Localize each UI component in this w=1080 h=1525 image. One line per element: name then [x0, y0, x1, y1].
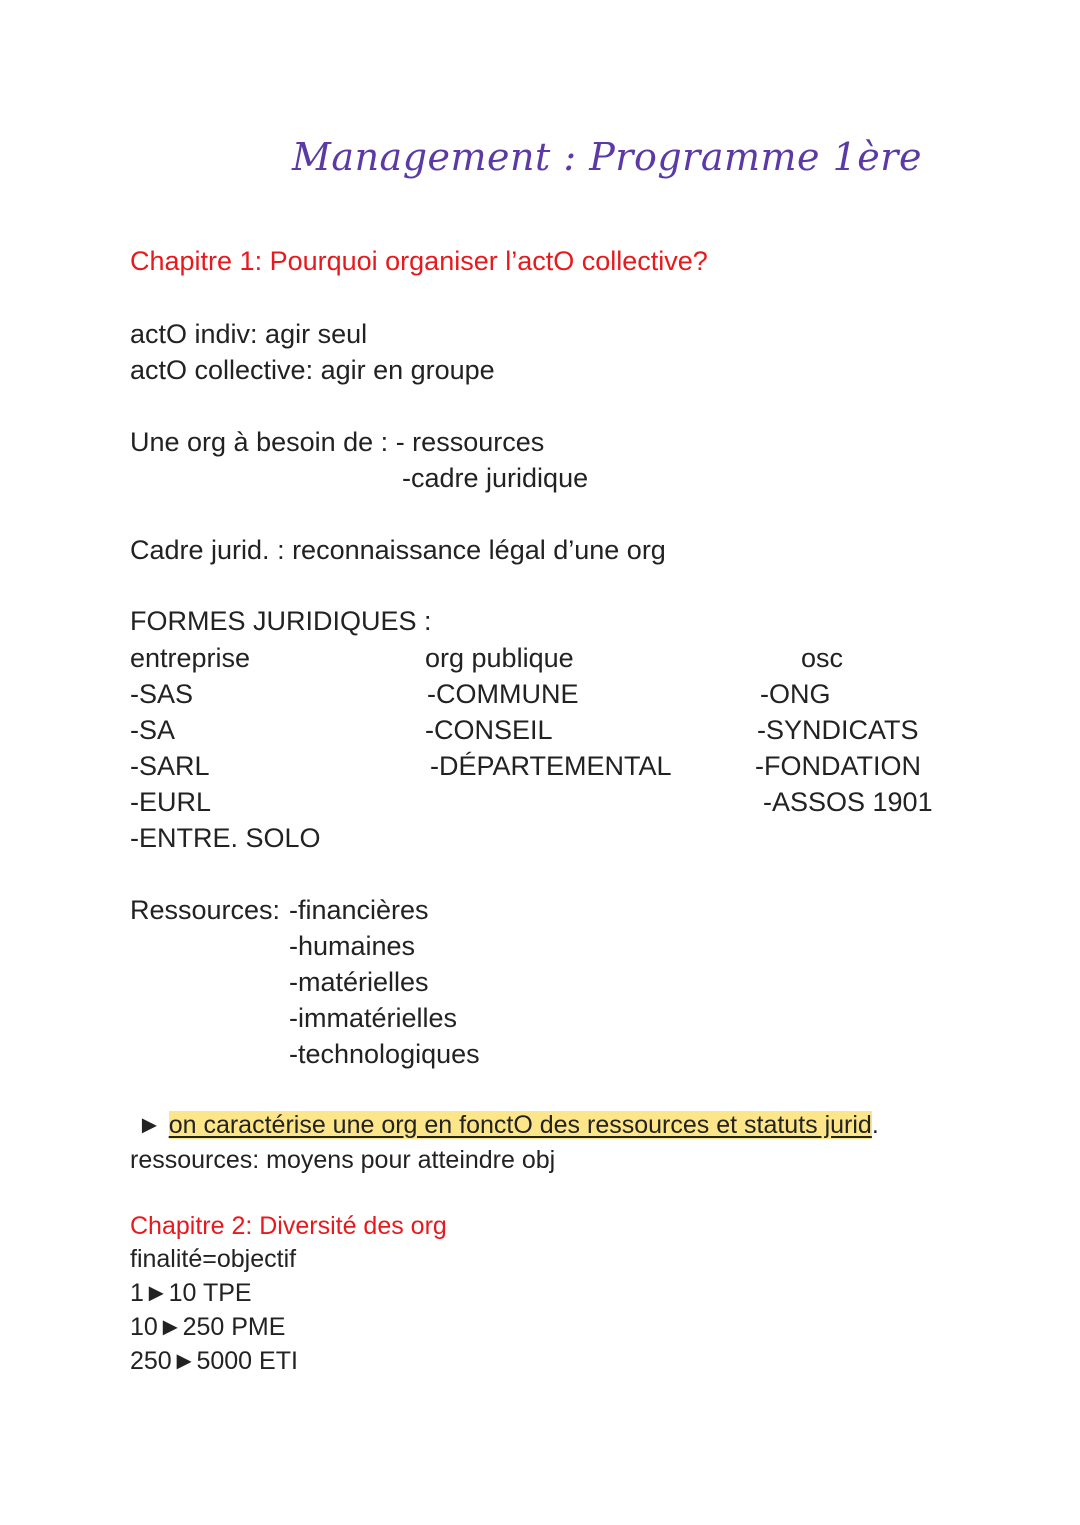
besoin-line — [130, 429, 544, 456]
size-row — [130, 1315, 285, 1340]
col-publique-item: -DÉPARTEMENTAL — [430, 751, 672, 781]
col-publique-item: -CONSEIL — [425, 715, 553, 745]
col-entreprise-item: -SARL — [130, 751, 210, 781]
finalite-line: finalité=objectif — [130, 1245, 297, 1273]
col-entreprise-item: -SA — [130, 715, 176, 745]
arrow-icon: ► — [137, 1111, 162, 1139]
col-osc-item: -ONG — [760, 679, 831, 709]
size-to: 250 PME — [182, 1313, 286, 1341]
ressources-definition: ressources: moyens pour atteindre obj — [130, 1146, 556, 1174]
col-entreprise-item: -ENTRE. SOLO — [130, 823, 321, 853]
arrow-icon: ► — [171, 1347, 197, 1375]
ressources-item: -matérielles — [289, 967, 429, 997]
ressources-item: -financières — [289, 895, 429, 925]
highlighted-text: on caractérise une org en fonctO des ressources et statuts jurid — [168, 1111, 872, 1139]
besoin-item-cadre: -cadre juridique — [402, 463, 589, 493]
size-to: 5000 ETI — [196, 1347, 298, 1375]
size-to: 10 TPE — [168, 1279, 252, 1307]
size-row — [130, 1281, 252, 1306]
size-from: 250 — [130, 1347, 172, 1375]
formes-heading: FORMES JURIDIQUES : — [130, 606, 432, 636]
chapter1-heading: Chapitre 1: Pourquoi organiser l’actO collective? — [130, 246, 708, 276]
definition-collective: actO collective: agir en groupe — [130, 355, 495, 385]
key-sentence — [137, 1113, 879, 1138]
col-publique-item: -COMMUNE — [427, 679, 579, 709]
arrow-icon: ► — [157, 1313, 183, 1341]
page-title: Management : Programme 1ère — [292, 135, 922, 179]
col-osc-item: -FONDATION — [755, 751, 921, 781]
col-entreprise-header: entreprise — [130, 643, 251, 673]
besoin-label: Une org à besoin de : — [130, 427, 396, 457]
ressources-label: Ressources: — [130, 895, 281, 925]
sentence-end: . — [871, 1111, 879, 1139]
col-osc-header: osc — [801, 643, 844, 673]
col-osc-item: -SYNDICATS — [757, 715, 919, 745]
definition-indiv: actO indiv: agir seul — [130, 319, 368, 349]
besoin-item-ressources: - ressources — [395, 427, 545, 457]
col-publique-header: org publique — [425, 643, 574, 673]
col-entreprise-item: -SAS — [130, 679, 194, 709]
ressources-item: -technologiques — [289, 1039, 480, 1069]
arrow-icon: ► — [143, 1279, 169, 1307]
size-from: 1 — [130, 1279, 144, 1307]
ressources-item: -humaines — [289, 931, 416, 961]
chapter2-heading: Chapitre 2: Diversité des org — [130, 1212, 447, 1240]
col-entreprise-item: -EURL — [130, 787, 212, 817]
cadre-definition: Cadre jurid. : reconnaissance légal d’une org — [130, 535, 666, 565]
size-row — [130, 1349, 298, 1374]
ressources-item: -immatérielles — [289, 1003, 458, 1033]
col-osc-item: -ASSOS 1901 — [763, 787, 933, 817]
size-from: 10 — [130, 1313, 158, 1341]
